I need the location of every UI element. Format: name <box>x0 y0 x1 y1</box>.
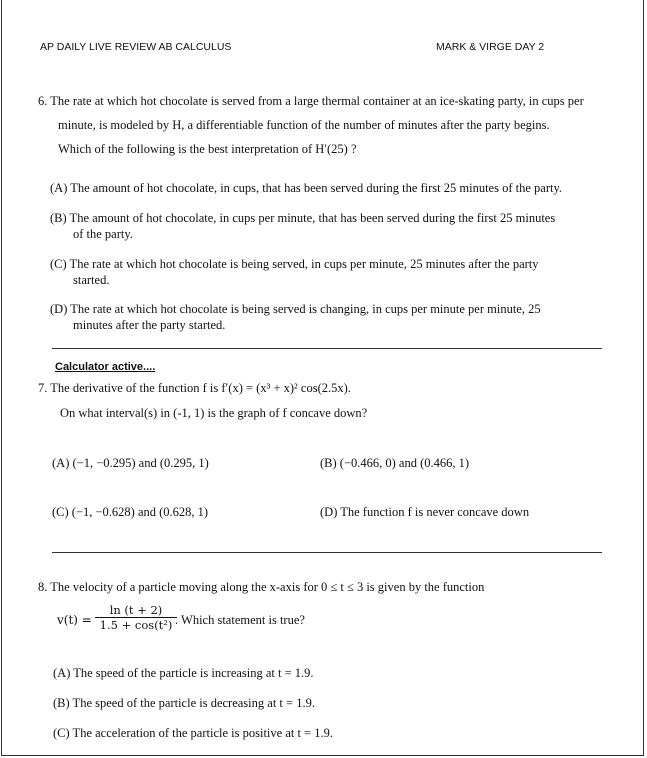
q7-option-a: (A) (−1, −0.295) and (0.295, 1) <box>52 456 209 470</box>
page-border <box>1 0 644 756</box>
q6-option-d-line2: minutes after the party started. <box>73 318 226 332</box>
q8-fraction-denominator: 1.5 + cos(t²) <box>95 617 177 632</box>
q7-option-b: (B) (−0.466, 0) and (0.466, 1) <box>320 456 470 470</box>
q7-option-c: (C) (−1, −0.628) and (0.628, 1) <box>52 505 209 519</box>
q7-stem-line2: On what interval(s) in (-1, 1) is the graph of f concave down? <box>60 406 368 420</box>
q6-stem-line3: Which of the following is the best interpretation of H′(25) ? <box>58 142 357 156</box>
q7-option-d: (D) The function f is never concave down <box>320 505 530 519</box>
q8-option-c: (C) The acceleration of the particle is positive at t = 1.9. <box>53 726 333 740</box>
q8-option-a: (A) The speed of the particle is increasing at t = 1.9. <box>53 666 314 680</box>
q6-option-b-line2: of the party. <box>73 227 133 241</box>
q6-stem-line1: 6. The rate at which hot chocolate is served from a large thermal container at an ice-skating party, in cups per <box>38 94 584 108</box>
q7-stem-line1: 7. The derivative of the function f is f′(x) = (x³ + x)² cos(2.5x). <box>38 381 351 395</box>
q8-velocity-label: v(t) = <box>57 613 92 627</box>
q8-fraction-numerator: ln (t + 2) <box>109 603 163 617</box>
header-left: AP DAILY LIVE REVIEW AB CALCULUS <box>40 41 232 53</box>
q6-stem-line2: minute, is modeled by H, a differentiable function of the number of minutes after the party begins. <box>58 118 550 132</box>
calculator-active-label: Calculator active.... <box>55 361 156 373</box>
divider-q6 <box>52 348 602 349</box>
q8-option-b: (B) The speed of the particle is decreasing at t = 1.9. <box>53 696 315 710</box>
q8-stem-line1: 8. The velocity of a particle moving along the x-axis for 0 ≤ t ≤ 3 is given by the function <box>38 580 485 594</box>
header-right: MARK & VIRGE DAY 2 <box>436 41 545 53</box>
q6-option-a: (A) The amount of hot chocolate, in cups, that has been served during the first 25 minutes of the party. <box>50 181 563 195</box>
divider-q7 <box>52 552 602 553</box>
q8-velocity-fraction <box>95 603 177 632</box>
q6-option-d-line1: (D) The rate at which hot chocolate is being served is changing, in cups per minute per minute, 25 <box>50 302 541 316</box>
q6-option-c-line1: (C) The rate at which hot chocolate is being served, in cups per minute, 25 minutes after the party <box>50 257 539 271</box>
q6-option-b-line1: (B) The amount of hot chocolate, in cups per minute, that has been served during the first 25 minutes <box>50 211 556 225</box>
q8-prompt: . Which statement is true? <box>175 613 305 627</box>
q6-option-c-line2: started. <box>73 273 110 287</box>
